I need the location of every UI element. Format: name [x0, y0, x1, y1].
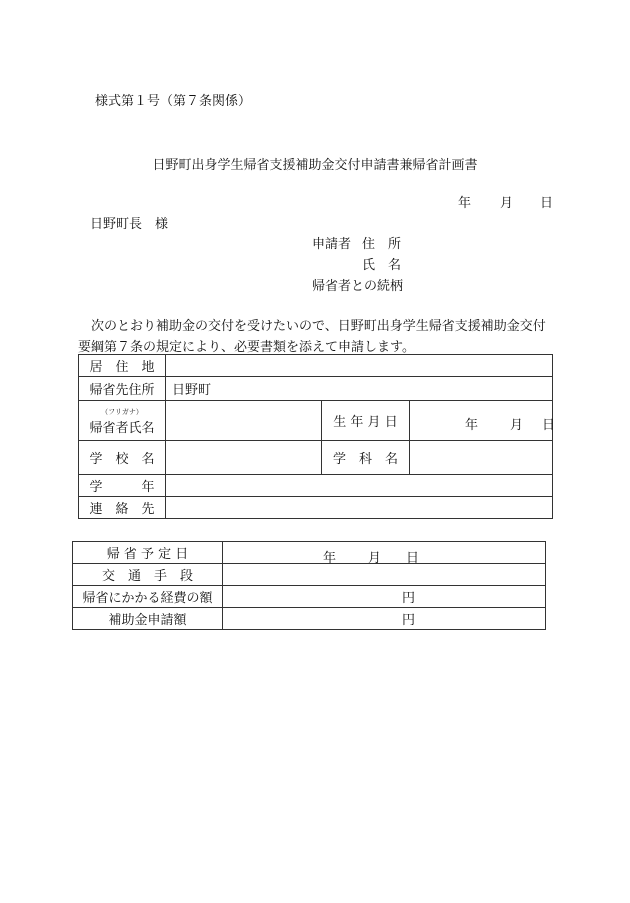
grade-label: 学 年	[79, 475, 166, 497]
return-plan-table	[72, 541, 546, 630]
cost-label: 帰省にかかる経費の額	[73, 586, 223, 608]
applicant-address-label: 住 所	[362, 237, 402, 252]
date-day-label: 日	[540, 196, 554, 211]
planned-date-field[interactable]	[223, 542, 546, 564]
planned-date-label: 帰 省 予 定 日	[73, 542, 223, 564]
return-address-value: 日野町	[172, 383, 212, 398]
request-label: 補助金申請額	[73, 608, 223, 630]
applicant-name-label: 氏 名	[362, 258, 402, 273]
table-row	[73, 586, 546, 608]
returnee-name-label-cell	[79, 401, 166, 441]
table-row	[79, 441, 553, 475]
residence-label: 居 住 地	[79, 355, 166, 377]
table-row	[73, 542, 546, 564]
cost-field[interactable]	[223, 586, 546, 608]
request-unit: 円	[401, 613, 415, 628]
planned-date-month: 月	[368, 551, 382, 566]
department-label: 学 科 名	[322, 441, 410, 475]
date-year-label: 年	[458, 196, 472, 211]
addressee: 日野町長 様	[90, 217, 169, 232]
relation-label: 帰省者との続柄	[312, 279, 404, 294]
form-number: 様式第１号（第７条関係）	[95, 94, 252, 109]
furigana-label: （フリガナ）	[101, 408, 143, 416]
returnee-name-label: 帰省者氏名	[89, 421, 155, 436]
birthdate-day: 日	[542, 418, 556, 433]
return-address-label: 帰省先住所	[79, 377, 166, 401]
table-row	[79, 401, 553, 441]
document-title: 日野町出身学生帰省支援補助金交付申請書兼帰省計画書	[152, 158, 478, 173]
birthdate-year: 年	[465, 418, 479, 433]
birthdate-month: 月	[510, 418, 524, 433]
school-field[interactable]	[166, 441, 322, 475]
transport-label: 交 通 手 段	[73, 564, 223, 586]
table-row	[79, 497, 553, 519]
planned-date-year: 年	[323, 551, 337, 566]
birthdate-field[interactable]	[410, 401, 556, 441]
transport-field[interactable]	[223, 564, 546, 586]
return-address-field[interactable]	[166, 377, 553, 401]
contact-field[interactable]	[166, 497, 553, 519]
body-text: 次のとおり補助金の交付を受けたいので、日野町出身学生帰省支援補助金交付要綱第７条の規定により、必要書類を添えて申請します。	[78, 319, 546, 355]
department-field[interactable]	[410, 441, 553, 475]
returnee-name-field[interactable]	[166, 401, 322, 441]
applicant-info-table	[78, 354, 556, 519]
grade-field[interactable]	[166, 475, 553, 497]
table-row	[79, 377, 553, 401]
table-row	[73, 564, 546, 586]
table-row	[79, 355, 553, 377]
cost-unit: 円	[401, 591, 415, 606]
birthdate-label: 生 年 月 日	[322, 401, 410, 441]
table-row	[73, 608, 546, 630]
contact-label: 連 絡 先	[79, 497, 166, 519]
date-month-label: 月	[500, 196, 514, 211]
request-field[interactable]	[223, 608, 546, 630]
residence-field[interactable]	[166, 355, 553, 377]
applicant-label: 申請者	[312, 237, 352, 252]
planned-date-day: 日	[406, 551, 420, 566]
table-row	[79, 475, 553, 497]
school-label: 学 校 名	[79, 441, 166, 475]
